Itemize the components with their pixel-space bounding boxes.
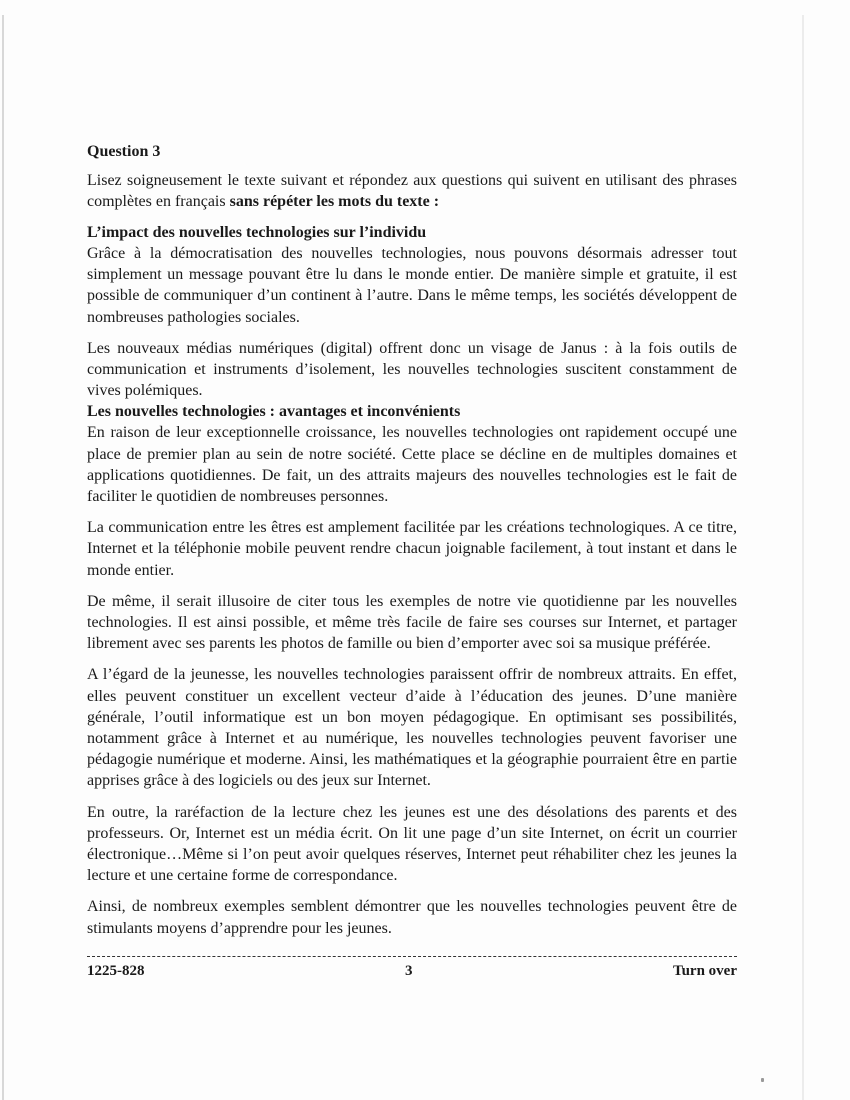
paragraph: En raison de leur exceptionnelle croissance, les nouvelles technologies ont rapidement occupé une place de premier plan au sein de notre société. Cette place se décline en de multiples domaines et applications quotidiennes. De fait, un des attraits majeurs des nouvelles technologies est le fait de faciliter le quotidien de nombreuses personnes. [87,424,737,506]
question-title: Question 3 [87,143,161,160]
document-body [87,141,737,939]
paragraph: La communication entre les êtres est amplement facilitée par les créations technologiques. A ce titre, Internet et la téléphonie mobile peuvent rendre chacun joignable facilement, à tout instant et dans le monde entier. [87,519,737,579]
scan-edge-left [2,15,4,1100]
paragraph: A l’égard de la jeunesse, les nouvelles technologies paraissent offrir de nombreux attraits. En effet, elles peuvent constituer un excellent vecteur d’aide à l’éducation des jeunes. D’une manière générale, l’outil informatique est un bon moyen pédagogique. En optimisant ses possibilités, notamment grâce à Internet et au numérique, les nouvelles technologies peuvent favoriser une pédagogie numérique et moderne. Ainsi, les mathématiques et la géographie pourraient être en partie apprises grâce à des logiciels ou des jeux sur Internet. [87,666,737,790]
footer-divider [87,956,737,957]
section-advantages [87,401,737,938]
page-footer [87,963,737,985]
instructions-emphasis: sans répéter les mots du texte : [229,193,440,210]
paragraph: En outre, la raréfaction de la lecture chez les jeunes est une des désolations des parents et des professeurs. Or, Internet est un média écrit. On lit une page d’un site Internet, on écrit un courrier électronique…Même si l’on peut avoir quelques réserves, Internet peut réhabiliter chez les jeunes la lecture et une certaine forme de correspondance. [87,803,737,885]
instructions-text: Lisez soigneusement le texte suivant et répondez aux questions qui suivent en utilisant des phrases complètes en français [87,172,737,210]
paragraph: Ainsi, de nombreux exemples semblent démontrer que les nouvelles technologies peuvent être de stimulants moyens d’apprendre pour les jeunes. [87,898,737,937]
question-instructions [87,170,737,212]
turn-over-label: Turn over [672,963,737,979]
exam-code: 1225-828 [87,963,145,979]
section-heading: L’impact des nouvelles technologies sur l’individu [87,224,427,241]
paragraph: Grâce à la démocratisation des nouvelles technologies, nous pouvons désormais adresser tout simplement un message pouvant être lu dans le monde entier. De manière simple et gratuite, il est possible de communiquer d’un continent à l’autre. Dans le même temps, les sociétés développent de nombreuses pathologies sociales. [87,245,737,326]
section-heading: Les nouvelles technologies : avantages et inconvénients [87,403,461,421]
page-number: 3 [405,963,413,979]
paragraph: De même, il serait illusoire de citer tous les exemples de notre vie quotidienne par les nouvelles technologies. Il est ainsi possible, et même très facile de faire ses courses sur Internet, et partager librement avec ses parents les photos de famille ou bien d’emporter avec soi sa musique préférée. [87,592,737,653]
paragraph: Les nouveaux médias numériques (digital) offrent donc un visage de Janus : à la fois outils de communication et instruments d’isolement, les nouvelles technologies suscitent constamment de vives polémiques. [87,339,737,400]
scan-speck [761,1078,764,1082]
scan-edge-right [802,15,804,1100]
section-impact [87,222,737,401]
